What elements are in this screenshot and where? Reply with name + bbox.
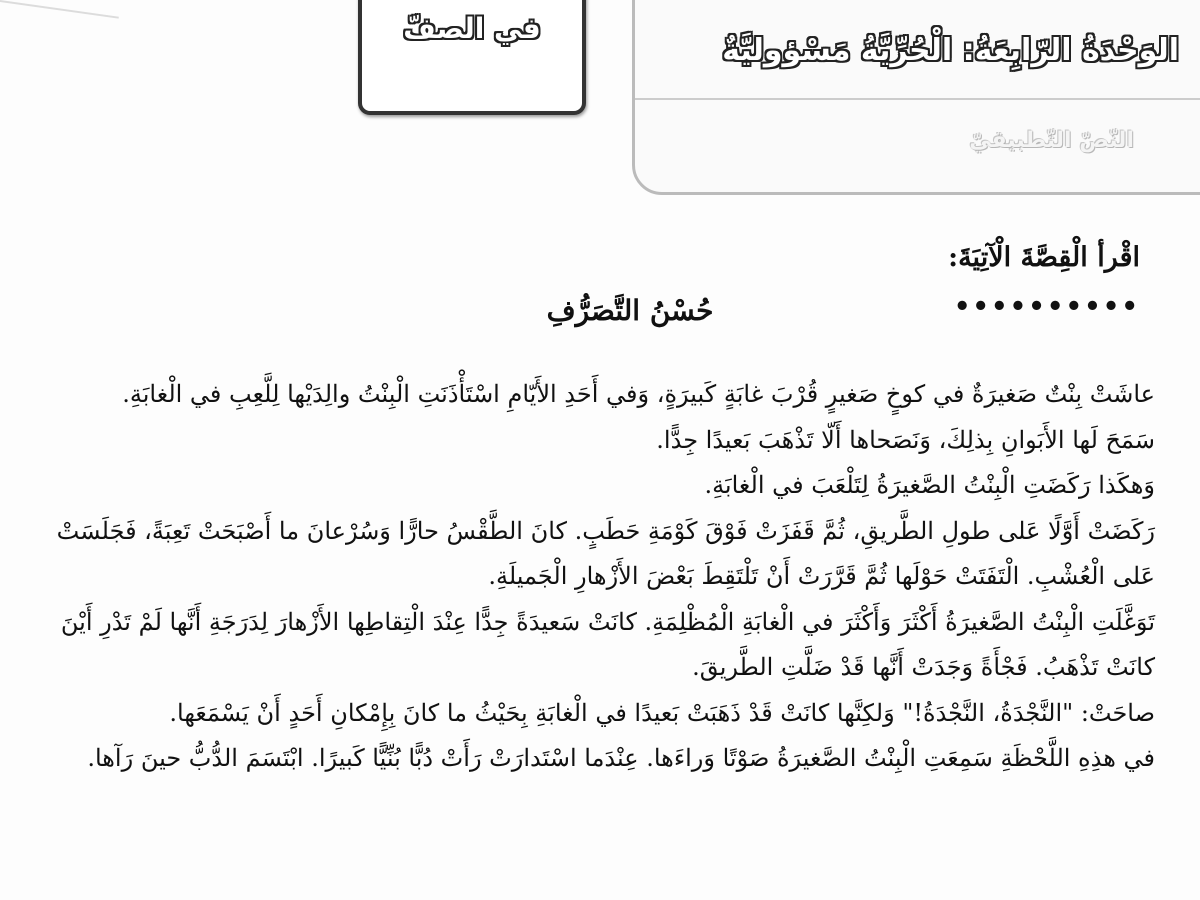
unit-header-divider <box>635 98 1200 100</box>
class-section-box <box>358 0 586 115</box>
story-paragraph: وَهكَذا رَكَضَتِ الْبِنْتُ الصَّغيرَةُ لِتَلْعَبَ في الْغابَةِ. <box>704 471 1155 499</box>
unit-title: الوَحْدَةُ الرّابِعَةُ: الْحُرِّيَّةُ مَسْؤوليَّةٌ <box>722 33 1179 68</box>
unit-header-panel <box>632 0 1200 195</box>
story-paragraph: صاحَتْ: "النَّجْدَةُ، النَّجْدَةُ!" وَلكِنَّها كانَتْ قَدْ ذَهَبَتْ بَعيدًا في الْغابَةِ بِحَيْثُ ما كانَ بِإِمْكانِ أَحَدٍ أَنْ يَسْمَعَها. <box>169 698 1155 727</box>
story-paragraph: سَمَحَ لَها الأَبَوانِ بِذلِكَ، وَنَصَحاها أَلّا تَذْهَبَ بَعيدًا جِدًّا. <box>656 425 1155 454</box>
story-body <box>10 372 1155 782</box>
scan-edge-artifact <box>0 0 119 58</box>
reading-instruction: اقْرأ الْقِصَّةَ الْآتِيَةَ: <box>948 242 1140 273</box>
story-title: حُسْنُ التَّصَرُّفِ <box>546 294 714 327</box>
class-section-label: في الصفّ <box>403 12 541 45</box>
story-paragraph: تَوَغَّلَتِ الْبِنْتُ الصَّغيرَةُ أَكْثَرَ وَأَكْثَرَ في الْغابَةِ الْمُظْلِمَةِ. كانَتْ سَعيدَةً جِدًّا عِنْدَ الْتِقاطِها الأَزْهارَ لِدَرَجَةِ أَنَّها لَمْ تَدْرِ أَيْنَ كانَتْ تَذْهَبُ. فَجْأَةً وَجَدَتْ أَنَّها قَدْ ضَلَّتِ الطَّريقَ. <box>60 607 1155 681</box>
dotted-divider: •••••••••• <box>953 292 1140 322</box>
unit-subtitle: النّصّ التّطبيقيّ <box>969 128 1134 153</box>
story-paragraph: عاشَتْ بِنْتٌ صَغيرَةٌ في كوخٍ صَغيرٍ قُرْبَ غابَةٍ كَبيرَةٍ، وَفي أَحَدِ الأَيّامِ اسْتَأْذَنَتِ الْبِنْتُ والِدَيْها لِلَّعِبِ في الْغابَةِ. <box>122 380 1155 408</box>
story-paragraph: رَكَضَتْ أَوَّلًا عَلى طولِ الطَّريقِ، ثُمَّ قَفَزَتْ فَوْقَ كَوْمَةِ حَطَبٍ. كانَ الطَّقْسُ حارًّا وَسُرْعانَ ما أَصْبَحَتْ تَعِبَةً، فَجَلَسَتْ عَلى الْعُشْبِ. الْتَفَتَتْ حَوْلَها ثُمَّ قَرَّرَتْ أَنْ تَلْتَقِطَ بَعْضَ الأَزْهارِ الْجَميلَةِ. <box>56 516 1155 590</box>
story-paragraph: في هذِهِ اللَّحْظَةِ سَمِعَتِ الْبِنْتُ الصَّغيرَةُ صَوْتًا وَراءَها. عِنْدَما اسْتَدارَتْ رَأَتْ دُبًّا بُنِّيًّا كَبيرًا. ابْتَسَمَ الدُّبُّ حينَ رَآها. <box>87 744 1155 772</box>
